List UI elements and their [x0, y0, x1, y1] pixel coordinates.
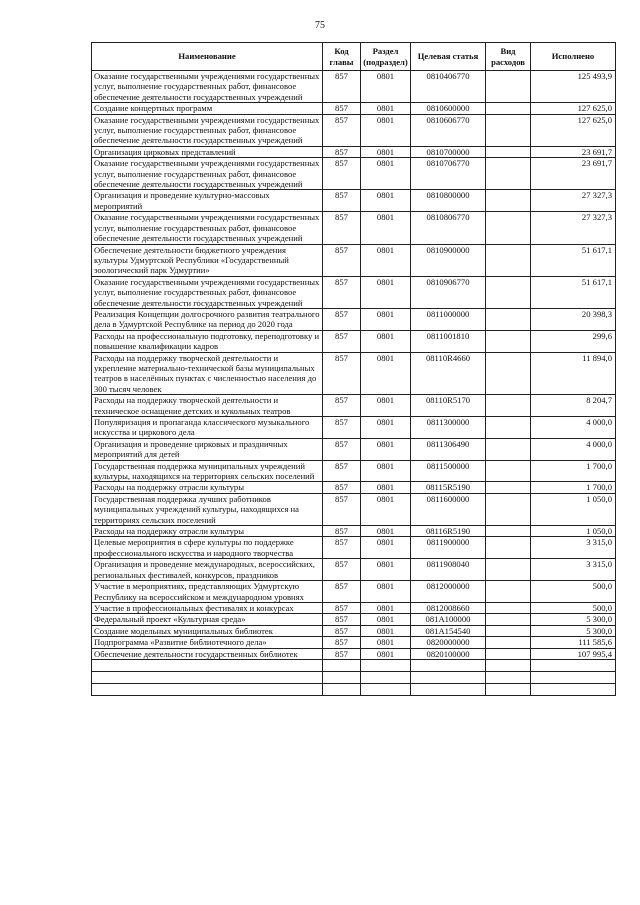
table-row: [92, 114, 616, 146]
cell-target: 0811600000: [411, 493, 486, 525]
cell-type: [486, 581, 531, 603]
cell-target: 0811000000: [411, 308, 486, 330]
cell-target: 0810406770: [411, 71, 486, 103]
cell-code: 857: [323, 71, 361, 103]
cell-target: 0810906770: [411, 276, 486, 308]
cell-type: [486, 212, 531, 244]
cell-name: Целевые мероприятия в сфере культуры по поддержке профессионального искусства и народного творчества: [92, 537, 323, 559]
table-row: [92, 395, 616, 417]
cell-name: Организация и проведение культурно-массовых мероприятий: [92, 190, 323, 212]
cell-type: [486, 158, 531, 190]
cell-target: 0820000000: [411, 637, 486, 648]
cell-section: 0801: [361, 493, 411, 525]
empty-cell: [411, 671, 486, 683]
cell-code: 857: [323, 352, 361, 395]
table-row: [92, 614, 616, 625]
cell-section: 0801: [361, 648, 411, 659]
cell-type: [486, 438, 531, 460]
cell-amount: 107 995,4: [531, 648, 616, 659]
cell-type: [486, 602, 531, 613]
cell-name: Расходы на профессиональную подготовку, переподготовку и повышение квалификации кадров: [92, 330, 323, 352]
cell-code: 857: [323, 395, 361, 417]
cell-name: Участие в мероприятиях, представляющих Удмуртскую Республику на всероссийском и международном уровнях: [92, 581, 323, 603]
cell-target: 0820100000: [411, 648, 486, 659]
cell-name: Популяризация и пропаганда классического музыкального искусства и циркового дела: [92, 417, 323, 439]
cell-section: 0801: [361, 114, 411, 146]
table-row: [92, 559, 616, 581]
cell-type: [486, 244, 531, 276]
cell-amount: 23 691,7: [531, 146, 616, 157]
cell-name: Создание концертных программ: [92, 103, 323, 114]
table-row: [92, 438, 616, 460]
cell-name: Оказание государственными учреждениями государственных услуг, выполнение государственных работ, финансовое обеспечение деятельности государственных учреждений: [92, 114, 323, 146]
header-target: Целевая статья: [411, 43, 486, 71]
empty-cell: [531, 671, 616, 683]
cell-name: Оказание государственными учреждениями государственных услуг, выполнение государственных работ, финансовое обеспечение деятельности государственных учреждений: [92, 71, 323, 103]
table-row: [92, 244, 616, 276]
cell-type: [486, 482, 531, 493]
table-row: [92, 212, 616, 244]
table-row: [92, 308, 616, 330]
cell-amount: 500,0: [531, 602, 616, 613]
cell-target: 0810706770: [411, 158, 486, 190]
table-row: [92, 417, 616, 439]
empty-cell: [361, 671, 411, 683]
cell-type: [486, 146, 531, 157]
cell-section: 0801: [361, 614, 411, 625]
budget-table: [91, 42, 616, 696]
cell-type: [486, 190, 531, 212]
cell-amount: 4 000,0: [531, 438, 616, 460]
cell-type: [486, 559, 531, 581]
cell-section: 0801: [361, 395, 411, 417]
cell-name: Оказание государственными учреждениями государственных услуг, выполнение государственных работ, финансовое обеспечение деятельности государственных учреждений: [92, 212, 323, 244]
cell-section: 0801: [361, 71, 411, 103]
cell-section: 0801: [361, 559, 411, 581]
cell-code: 857: [323, 602, 361, 613]
cell-target: 0812000000: [411, 581, 486, 603]
cell-amount: 127 625,0: [531, 114, 616, 146]
cell-code: 857: [323, 559, 361, 581]
cell-name: Расходы на поддержку творческой деятельности и техническое оснащение детских и кукольных театров: [92, 395, 323, 417]
cell-section: 0801: [361, 276, 411, 308]
cell-type: [486, 308, 531, 330]
cell-section: 0801: [361, 581, 411, 603]
cell-code: 857: [323, 146, 361, 157]
cell-target: 0811306490: [411, 438, 486, 460]
cell-amount: 20 398,3: [531, 308, 616, 330]
empty-cell: [361, 659, 411, 671]
cell-name: Государственная поддержка лучших работников муниципальных учреждений культуры, находящихся на территориях сельских поселений: [92, 493, 323, 525]
table-row: [92, 276, 616, 308]
cell-amount: 5 300,0: [531, 614, 616, 625]
header-code: Код главы: [323, 43, 361, 71]
empty-row: [92, 683, 616, 695]
cell-target: 0810900000: [411, 244, 486, 276]
cell-name: Обеспечение деятельности государственных библиотек: [92, 648, 323, 659]
cell-amount: 1 700,0: [531, 482, 616, 493]
cell-target: 08116R5190: [411, 526, 486, 537]
cell-type: [486, 493, 531, 525]
empty-cell: [323, 683, 361, 695]
cell-type: [486, 614, 531, 625]
cell-section: 0801: [361, 460, 411, 482]
cell-amount: 299,6: [531, 330, 616, 352]
cell-name: Организация цирковых представлений: [92, 146, 323, 157]
cell-type: [486, 276, 531, 308]
cell-type: [486, 526, 531, 537]
cell-section: 0801: [361, 103, 411, 114]
table-row: [92, 330, 616, 352]
cell-code: 857: [323, 330, 361, 352]
cell-section: 0801: [361, 146, 411, 157]
cell-section: 0801: [361, 352, 411, 395]
cell-section: 0801: [361, 438, 411, 460]
empty-cell: [486, 671, 531, 683]
cell-target: 0810606770: [411, 114, 486, 146]
cell-target: 081A154540: [411, 625, 486, 636]
cell-code: 857: [323, 526, 361, 537]
cell-code: 857: [323, 614, 361, 625]
cell-section: 0801: [361, 625, 411, 636]
cell-section: 0801: [361, 482, 411, 493]
cell-code: 857: [323, 581, 361, 603]
cell-code: 857: [323, 417, 361, 439]
header-type: Вид расходов: [486, 43, 531, 71]
cell-target: 08110R5170: [411, 395, 486, 417]
cell-section: 0801: [361, 308, 411, 330]
table-row: [92, 103, 616, 114]
cell-code: 857: [323, 308, 361, 330]
table-body: [92, 71, 616, 696]
cell-target: 0811300000: [411, 417, 486, 439]
cell-section: 0801: [361, 637, 411, 648]
empty-cell: [411, 683, 486, 695]
empty-row: [92, 671, 616, 683]
cell-target: 0810806770: [411, 212, 486, 244]
cell-target: 0812008660: [411, 602, 486, 613]
cell-name: Организация и проведение международных, всероссийских, региональных фестивалей, конкурсов, праздников: [92, 559, 323, 581]
table-row: [92, 648, 616, 659]
cell-target: 0810800000: [411, 190, 486, 212]
page-number: 75: [315, 20, 325, 31]
cell-section: 0801: [361, 158, 411, 190]
table-row: [92, 158, 616, 190]
cell-name: Государственная поддержка муниципальных учреждений культуры, находящихся на территориях сельских поселений: [92, 460, 323, 482]
cell-code: 857: [323, 158, 361, 190]
cell-code: 857: [323, 493, 361, 525]
empty-row: [92, 659, 616, 671]
cell-amount: 3 315,0: [531, 537, 616, 559]
cell-section: 0801: [361, 244, 411, 276]
empty-cell: [92, 683, 323, 695]
cell-code: 857: [323, 482, 361, 493]
cell-type: [486, 625, 531, 636]
cell-section: 0801: [361, 330, 411, 352]
cell-target: 0811908040: [411, 559, 486, 581]
cell-name: Создание модельных муниципальных библиотек: [92, 625, 323, 636]
empty-cell: [323, 671, 361, 683]
cell-section: 0801: [361, 190, 411, 212]
cell-amount: 125 493,9: [531, 71, 616, 103]
cell-name: Расходы на поддержку отрасли культуры: [92, 526, 323, 537]
cell-amount: 5 300,0: [531, 625, 616, 636]
header-section: Раздел (подраздел): [361, 43, 411, 71]
cell-code: 857: [323, 460, 361, 482]
cell-target: 0811500000: [411, 460, 486, 482]
cell-section: 0801: [361, 212, 411, 244]
cell-type: [486, 537, 531, 559]
cell-type: [486, 71, 531, 103]
cell-name: Обеспечение деятельности бюджетного учреждения культуры Удмуртской Республики «Государственный зоологический парк Удмуртии»: [92, 244, 323, 276]
header-amount: Исполнено: [531, 43, 616, 71]
cell-target: 0810600000: [411, 103, 486, 114]
cell-code: 857: [323, 190, 361, 212]
cell-section: 0801: [361, 602, 411, 613]
empty-cell: [486, 683, 531, 695]
cell-amount: 3 315,0: [531, 559, 616, 581]
empty-cell: [92, 671, 323, 683]
table-row: [92, 190, 616, 212]
cell-section: 0801: [361, 417, 411, 439]
cell-name: Участие в профессиональных фестивалях и конкурсах: [92, 602, 323, 613]
cell-name: Оказание государственными учреждениями государственных услуг, выполнение государственных работ, финансовое обеспечение деятельности государственных учреждений: [92, 276, 323, 308]
table-row: [92, 526, 616, 537]
cell-code: 857: [323, 212, 361, 244]
cell-type: [486, 395, 531, 417]
cell-type: [486, 648, 531, 659]
cell-type: [486, 417, 531, 439]
cell-name: Расходы на поддержку отрасли культуры: [92, 482, 323, 493]
cell-amount: 111 585,6: [531, 637, 616, 648]
cell-target: 08110R4660: [411, 352, 486, 395]
table-row: [92, 352, 616, 395]
empty-cell: [323, 659, 361, 671]
cell-target: 0810700000: [411, 146, 486, 157]
empty-cell: [411, 659, 486, 671]
cell-name: Расходы на поддержку творческой деятельности и укрепление материально-технической базы муниципальных театров в населённых пунктах с численностью населения до 300 тысяч человек: [92, 352, 323, 395]
cell-target: 081A100000: [411, 614, 486, 625]
cell-type: [486, 330, 531, 352]
cell-name: Организация и проведение цирковых и праздничных мероприятий для детей: [92, 438, 323, 460]
cell-amount: 1 050,0: [531, 526, 616, 537]
cell-type: [486, 637, 531, 648]
cell-amount: 27 327,3: [531, 190, 616, 212]
cell-amount: 27 327,3: [531, 212, 616, 244]
cell-amount: 23 691,7: [531, 158, 616, 190]
cell-code: 857: [323, 103, 361, 114]
table-row: [92, 460, 616, 482]
cell-target: 0811001810: [411, 330, 486, 352]
cell-section: 0801: [361, 537, 411, 559]
cell-code: 857: [323, 625, 361, 636]
header-name: Наименование: [92, 43, 323, 71]
cell-code: 857: [323, 438, 361, 460]
table-row: [92, 71, 616, 103]
empty-cell: [486, 659, 531, 671]
cell-amount: 127 625,0: [531, 103, 616, 114]
cell-name: Подпрограмма «Развитие библиотечного дела»: [92, 637, 323, 648]
cell-amount: 51 617,1: [531, 244, 616, 276]
cell-type: [486, 103, 531, 114]
cell-code: 857: [323, 537, 361, 559]
table-row: [92, 602, 616, 613]
empty-cell: [531, 683, 616, 695]
cell-code: 857: [323, 276, 361, 308]
cell-type: [486, 460, 531, 482]
cell-section: 0801: [361, 526, 411, 537]
table-row: [92, 482, 616, 493]
cell-name: Оказание государственными учреждениями государственных услуг, выполнение государственных работ, финансовое обеспечение деятельности государственных учреждений: [92, 158, 323, 190]
cell-amount: 500,0: [531, 581, 616, 603]
table-row: [92, 625, 616, 636]
cell-amount: 51 617,1: [531, 276, 616, 308]
table-row: [92, 146, 616, 157]
empty-cell: [92, 659, 323, 671]
cell-amount: 1 050,0: [531, 493, 616, 525]
table-row: [92, 537, 616, 559]
cell-amount: 1 700,0: [531, 460, 616, 482]
cell-type: [486, 114, 531, 146]
cell-name: Реализация Концепции долгосрочного развития театрального дела в Удмуртской Республике на период до 2020 года: [92, 308, 323, 330]
table-row: [92, 581, 616, 603]
cell-code: 857: [323, 648, 361, 659]
cell-code: 857: [323, 637, 361, 648]
cell-target: 08115R5190: [411, 482, 486, 493]
cell-name: Федеральный проект «Культурная среда»: [92, 614, 323, 625]
cell-code: 857: [323, 114, 361, 146]
empty-cell: [531, 659, 616, 671]
cell-amount: 8 204,7: [531, 395, 616, 417]
cell-target: 0811900000: [411, 537, 486, 559]
table-row: [92, 637, 616, 648]
empty-cell: [361, 683, 411, 695]
cell-code: 857: [323, 244, 361, 276]
cell-amount: 11 894,0: [531, 352, 616, 395]
table-header-row: [92, 43, 616, 71]
cell-type: [486, 352, 531, 395]
table-row: [92, 493, 616, 525]
cell-amount: 4 000,0: [531, 417, 616, 439]
